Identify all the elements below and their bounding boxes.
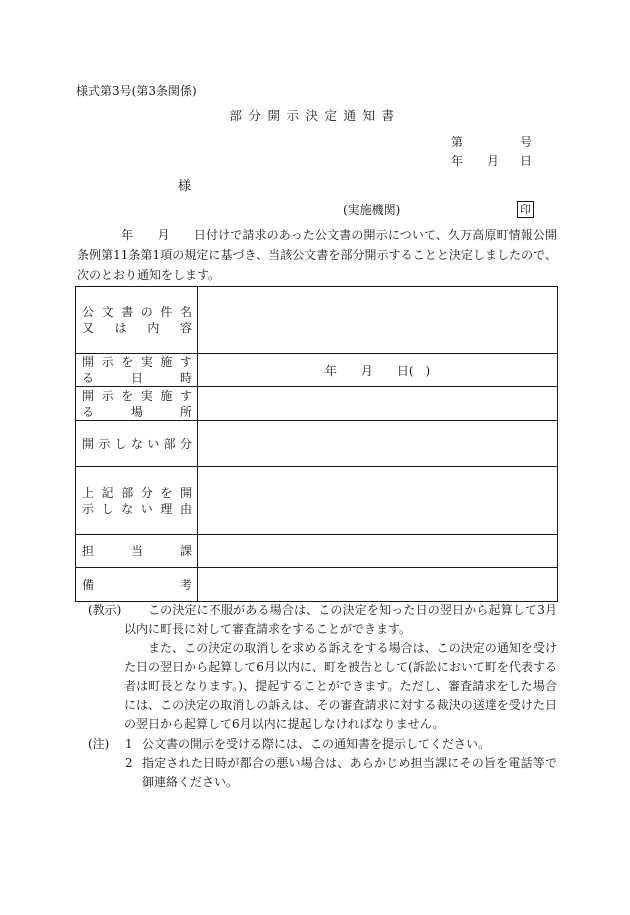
row-disclosure-place	[76, 387, 558, 421]
label-line: 又 は 内 容	[82, 321, 192, 335]
label-document-subject	[76, 287, 198, 354]
notes-label: (注)	[88, 737, 110, 751]
row-undisclosed-part	[76, 421, 558, 467]
note-2-number: 2	[125, 756, 133, 770]
intro-text: 年 月 日付けで請求のあった公文書の開示について、久万高原町情報公開条例第11条第1項の規定に基づき、当該公文書を部分開示することと決定しましたので、次のとおり通知をします。	[77, 228, 557, 282]
instruction-paragraph-2: また、この決定の取消しを求める訴えをする場合は、この決定の通知を受けた日の翌日から起算して6月以内に、町を被告として(訴訟において町を代表する者は町長となります。)、提起することができます。ただし、審査請求をした場合には、この決定の取消しの訴えは、その審査請求に対する裁決の送達を受けた日の翌日から起算して6月以内に提起しなければなりません。	[124, 641, 557, 731]
note-1-text: 公文書の開示を受ける際には、この通知書を提示してください。	[142, 737, 491, 751]
label-line: る 日 時	[82, 371, 192, 385]
intro-paragraph	[77, 225, 557, 285]
value-undisclosed-part[interactable]	[198, 421, 558, 467]
label-remarks	[76, 568, 198, 602]
label-disclosure-place	[76, 387, 198, 421]
label-line: る 場 所	[82, 404, 192, 419]
value-remarks[interactable]	[198, 568, 558, 602]
instruction-paragraph-1: この決定に不服がある場合は、この決定を知った日の翌日から起算して3月以内に町長に対して審査請求をすることができます。	[124, 603, 557, 636]
form-number-label: 様式第3号(第3条関係)	[76, 84, 197, 98]
label-line: 備 考	[82, 577, 192, 592]
value-disclosure-datetime[interactable]: 年 月 日( )	[198, 354, 558, 387]
document-title: 部分開示決定通知書	[229, 108, 401, 123]
row-undisclosed-reason	[76, 467, 558, 535]
label-line: 示 し な い 理 由	[82, 501, 192, 516]
label-department	[76, 535, 198, 568]
label-undisclosed-reason	[76, 467, 198, 535]
notice-table	[75, 286, 558, 602]
addressee-suffix: 様	[178, 179, 192, 194]
row-department	[76, 535, 558, 568]
instruction-label: (教示)	[88, 603, 122, 617]
label-line: 上 記 部 分 を 開	[82, 485, 192, 500]
note-1-number: 1	[125, 737, 133, 751]
label-line: 開 示 を 実 施 す	[82, 388, 192, 403]
doc-number-prefix: 第	[451, 135, 464, 149]
seal-mark: 印	[517, 201, 534, 218]
label-line: 開 示 を 実 施 す	[82, 355, 192, 369]
date-month: 月	[487, 154, 500, 168]
doc-number-suffix: 号	[520, 135, 533, 149]
value-disclosure-place[interactable]	[198, 387, 558, 421]
value-document-subject[interactable]	[198, 287, 558, 354]
label-line: 担 当 課	[82, 544, 192, 558]
date-year: 年	[451, 154, 464, 168]
label-disclosure-datetime	[76, 354, 198, 387]
date-day: 日	[520, 154, 533, 168]
label-undisclosed-part	[76, 421, 198, 467]
row-disclosure-datetime	[76, 354, 558, 387]
value-department[interactable]	[198, 535, 558, 568]
label-line: 公 文 書 の 件 名	[82, 305, 192, 319]
label-line: 開 示 し な い 部 分	[82, 436, 192, 451]
note-2-text: 指定された日時が都合の悪い場合は、あらかじめ担当課にその旨を電話等で御連絡ください。	[142, 756, 557, 789]
row-document-subject	[76, 287, 558, 354]
value-undisclosed-reason[interactable]	[198, 467, 558, 535]
implementing-agency: (実施機関)	[343, 203, 401, 217]
row-remarks	[76, 568, 558, 602]
